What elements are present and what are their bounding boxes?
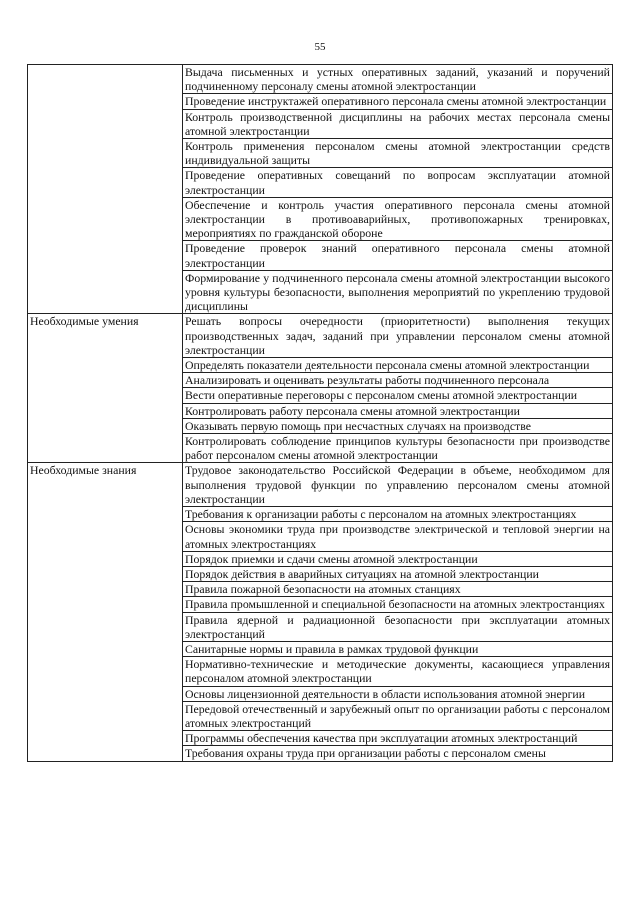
requirement-cell: Определять показатели деятельности персонала смены атомной электростанции	[183, 358, 613, 373]
requirement-cell: Контроль производственной дисциплины на рабочих местах персонала смены атомной электростанции	[183, 109, 613, 138]
requirement-cell: Обеспечение и контроль участия оперативного персонала смены атомной электростанции в противоаварийных, противопожарных тренировках, мероприятиях по гражданской обороне	[183, 197, 613, 241]
section-label: Необходимые умения	[28, 314, 183, 463]
requirement-cell: Нормативно-технические и методические документы, касающиеся управления персоналом атомной электростанции	[183, 657, 613, 686]
requirement-cell: Санитарные нормы и правила в рамках трудовой функции	[183, 641, 613, 656]
table-row	[28, 65, 613, 94]
requirement-cell: Порядок действия в аварийных ситуациях на атомной электростанции	[183, 566, 613, 581]
table-body	[28, 65, 613, 762]
requirement-cell: Требования охраны труда при организации работы с персоналом смены	[183, 746, 613, 761]
requirement-cell: Анализировать и оценивать результаты работы подчиненного персонала	[183, 373, 613, 388]
requirement-cell: Контроль применения персоналом смены атомной электростанции средств индивидуальной защиты	[183, 139, 613, 168]
requirement-cell: Контролировать соблюдение принципов культуры безопасности при производстве работ персоналом смены атомной электростанции	[183, 434, 613, 463]
requirement-cell: Программы обеспечения качества при эксплуатации атомных электростанций	[183, 731, 613, 746]
requirement-cell: Правила пожарной безопасности на атомных станциях	[183, 582, 613, 597]
requirement-cell: Основы экономики труда при производстве электрической и тепловой энергии на атомных электростанциях	[183, 522, 613, 551]
table-row	[28, 463, 613, 507]
requirement-cell: Трудовое законодательство Российской Федерации в объеме, необходимом для выполнения трудовой функции по управлению персоналом смены атомной электростанции	[183, 463, 613, 507]
page-number: 55	[314, 41, 326, 53]
requirement-cell: Требования к организации работы с персоналом на атомных электростанциях	[183, 507, 613, 522]
requirements-table	[27, 64, 613, 762]
requirement-cell: Проведение проверок знаний оперативного персонала смены атомной электростанции	[183, 241, 613, 270]
requirement-cell: Контролировать работу персонала смены атомной электростанции	[183, 403, 613, 418]
section-label	[28, 65, 183, 314]
requirement-cell: Проведение инструктажей оперативного персонала смены атомной электростанции	[183, 94, 613, 109]
requirement-cell: Проведение оперативных совещаний по вопросам эксплуатации атомной электростанции	[183, 168, 613, 197]
requirement-cell: Основы лицензионной деятельности в области использования атомной энергии	[183, 686, 613, 701]
requirement-cell: Правила ядерной и радиационной безопасности при эксплуатации атомных электростанций	[183, 612, 613, 641]
requirement-cell: Порядок приемки и сдачи смены атомной электростанции	[183, 551, 613, 566]
requirement-cell: Формирование у подчиненного персонала смены атомной электростанции высокого уровня культуры безопасности, выполнения мероприятий по укреплению трудовой дисциплины	[183, 270, 613, 314]
requirement-cell: Выдача письменных и устных оперативных заданий, указаний и поручений подчиненному персоналу смены атомной электростанции	[183, 65, 613, 94]
requirement-cell: Правила промышленной и специальной безопасности на атомных электростанциях	[183, 597, 613, 612]
requirement-cell: Оказывать первую помощь при несчастных случаях на производстве	[183, 418, 613, 433]
requirement-cell: Вести оперативные переговоры с персоналом смены атомной электростанции	[183, 388, 613, 403]
table-row	[28, 314, 613, 358]
section-label: Необходимые знания	[28, 463, 183, 761]
requirement-cell: Передовой отечественный и зарубежный опыт по организации работы с персоналом атомных электростанций	[183, 701, 613, 730]
requirement-cell: Решать вопросы очередности (приоритетности) выполнения текущих производственных задач, заданий при управлении персоналом смены атомной электростанции	[183, 314, 613, 358]
